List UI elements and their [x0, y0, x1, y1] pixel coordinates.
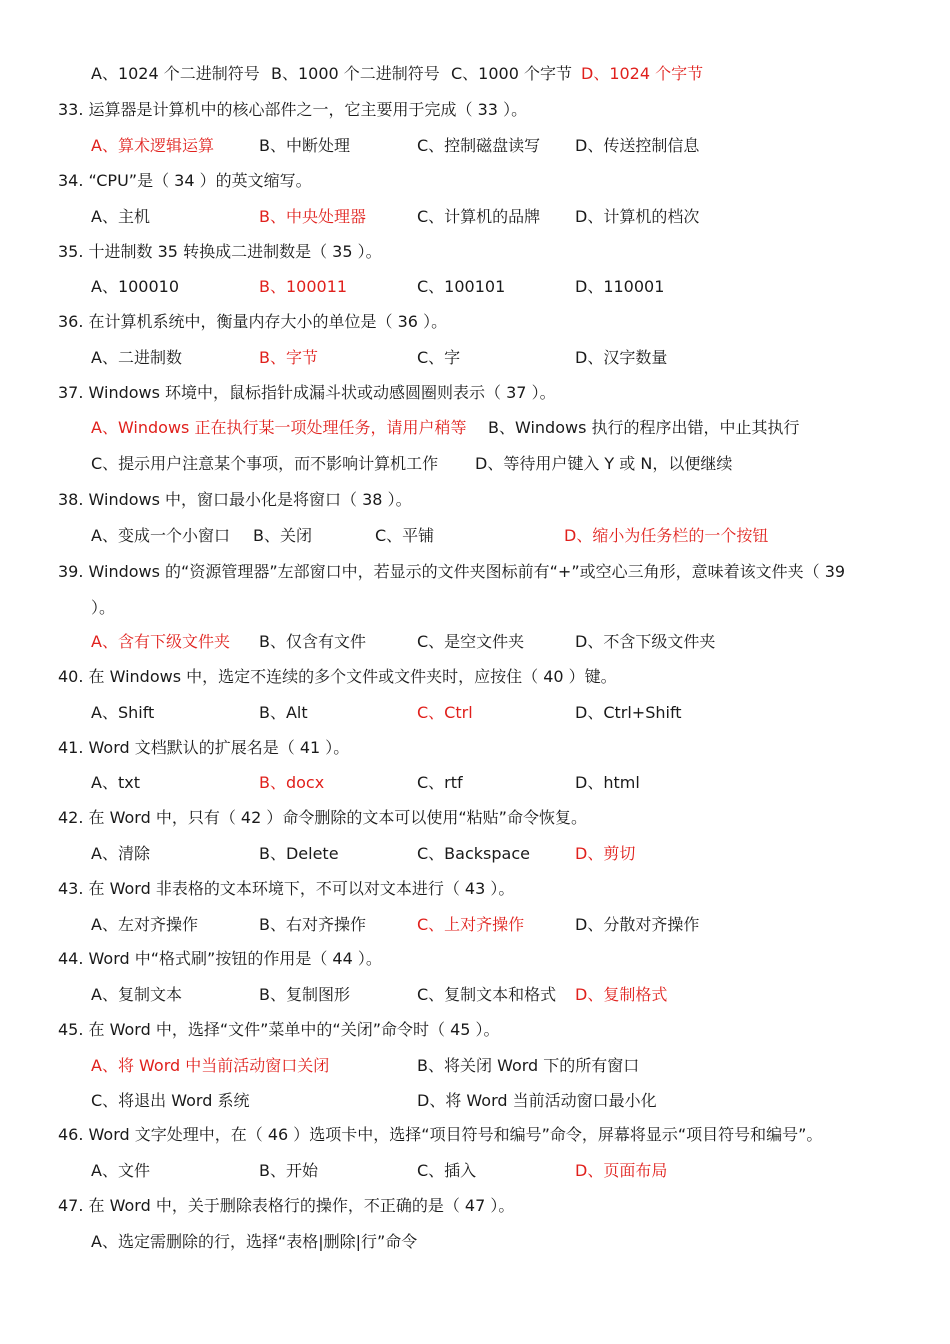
answer-option: D、html [575, 773, 640, 792]
answer-option-correct: B、中央处理器 [259, 207, 366, 226]
answer-option: A、复制文本 [91, 985, 182, 1004]
question-text: 36. 在计算机系统中，衡量内存大小的单位是（ 36 ）。 [58, 312, 448, 331]
answer-option: A、文件 [91, 1161, 150, 1180]
question-line [0, 664, 950, 690]
answer-option-correct: A、Windows 正在执行某一项处理任务，请用户稍等 [91, 418, 467, 437]
question-text: 37. Windows 环境中，鼠标指针成漏斗状或动感圆圈则表示（ 37 ）。 [58, 383, 556, 402]
question-text: 40. 在 Windows 中，选定不连续的多个文件或文件夹时，应按住（ 40 ）键。 [58, 667, 617, 686]
answer-option: C、计算机的品牌 [417, 207, 541, 226]
question-line [0, 735, 950, 761]
answer-option: B、Delete [259, 844, 339, 863]
answer-option: A、1024 个二进制符号 [91, 64, 260, 83]
options-line [0, 133, 950, 159]
options-line [0, 700, 950, 726]
options-line [0, 415, 950, 441]
answer-option: D、分散对齐操作 [575, 915, 700, 934]
question-text: 45. 在 Word 中，选择“文件”菜单中的“关闭”命令时（ 45 ）。 [58, 1020, 500, 1039]
question-line [0, 876, 950, 902]
options-line [0, 912, 950, 938]
answer-option: C、1000 个字节 [451, 64, 572, 83]
answer-option: D、110001 [575, 277, 665, 296]
answer-option-correct: A、含有下级文件夹 [91, 632, 230, 651]
answer-option: D、计算机的档次 [575, 207, 700, 226]
options-line [0, 1229, 950, 1255]
answer-option: A、Shift [91, 703, 155, 722]
answer-option: B、1000 个二进制符号 [271, 64, 440, 83]
question-text: 39. Windows 的“资源管理器”左部窗口中，若显示的文件夹图标前有“+”或空心三角形，意味着该文件夹（ 39 [58, 562, 846, 581]
answer-option-correct: A、将 Word 中当前活动窗口关闭 [91, 1056, 330, 1075]
answer-option: C、rtf [417, 773, 463, 792]
question-line [0, 309, 950, 335]
answer-option: C、平铺 [375, 526, 435, 545]
question-text: 44. Word 中“格式刷”按钮的作用是（ 44 ）。 [58, 949, 382, 968]
question-line [0, 1193, 950, 1219]
options-line [0, 629, 950, 655]
answer-option-correct: D、1024 个字节 [581, 64, 704, 83]
answer-option-correct: B、字节 [259, 348, 318, 367]
question-text: 38. Windows 中，窗口最小化是将窗口（ 38 ）。 [58, 490, 412, 509]
options-line [0, 841, 950, 867]
options-line [0, 451, 950, 477]
answer-option: C、是空文件夹 [417, 632, 525, 651]
question-text: 42. 在 Word 中，只有（ 42 ）命令删除的文本可以使用“粘贴”命令恢复。 [58, 808, 587, 827]
answer-option: A、变成一个小窗口 [91, 526, 230, 545]
question-line [0, 239, 950, 265]
answer-option: ）。 [91, 598, 116, 617]
answer-option: C、将退出 Word 系统 [91, 1091, 250, 1110]
answer-option: D、不含下级文件夹 [575, 632, 716, 651]
answer-option: B、右对齐操作 [259, 915, 366, 934]
question-line [0, 168, 950, 194]
answer-option: D、将 Word 当前活动窗口最小化 [417, 1091, 657, 1110]
answer-option-correct: D、缩小为任务栏的一个按钮 [564, 526, 769, 545]
question-text: 43. 在 Word 非表格的文本环境下，不可以对文本进行（ 43 ）。 [58, 879, 515, 898]
options-line [0, 770, 950, 796]
question-text: 46. Word 文字处理中，在（ 46 ）选项卡中，选择“项目符号和编号”命令，屏幕将显示“项目符号和编号”。 [58, 1125, 823, 1144]
answer-option: C、提示用户注意某个事项，而不影响计算机工作 [91, 454, 439, 473]
question-text: 41. Word 文档默认的扩展名是（ 41 ）。 [58, 738, 350, 757]
question-line [0, 1017, 950, 1043]
answer-option: C、100101 [417, 277, 506, 296]
answer-option: D、传送控制信息 [575, 136, 700, 155]
answer-option: B、Alt [259, 703, 308, 722]
question-line [0, 380, 950, 406]
answer-option: D、等待用户键入 Y 或 N，以便继续 [475, 454, 733, 473]
options-line [0, 1053, 950, 1079]
options-line [0, 595, 950, 621]
answer-option: B、开始 [259, 1161, 318, 1180]
answer-option: A、清除 [91, 844, 150, 863]
answer-option: B、Windows 执行的程序出错，中止其执行 [488, 418, 800, 437]
answer-option-correct: C、Ctrl [417, 703, 473, 722]
options-line [0, 1158, 950, 1184]
answer-option: B、中断处理 [259, 136, 350, 155]
question-text: 34. “CPU”是（ 34 ）的英文缩写。 [58, 171, 312, 190]
answer-option: A、二进制数 [91, 348, 182, 367]
answer-option: B、将关闭 Word 下的所有窗口 [417, 1056, 640, 1075]
answer-option: D、汉字数量 [575, 348, 668, 367]
answer-option: A、100010 [91, 277, 180, 296]
answer-option: B、复制图形 [259, 985, 350, 1004]
question-line [0, 559, 950, 585]
answer-option-correct: B、docx [259, 773, 325, 792]
options-line [0, 982, 950, 1008]
question-text: 47. 在 Word 中，关于删除表格行的操作，不正确的是（ 47 ）。 [58, 1196, 515, 1215]
answer-option: C、Backspace [417, 844, 530, 863]
answer-option-correct: D、页面布局 [575, 1161, 668, 1180]
answer-option: B、仅含有文件 [259, 632, 366, 651]
question-line [0, 946, 950, 972]
question-line [0, 805, 950, 831]
options-line [0, 61, 950, 87]
question-line [0, 97, 950, 123]
answer-option-correct: D、复制格式 [575, 985, 668, 1004]
options-line [0, 274, 950, 300]
question-text: 33. 运算器是计算机中的核心部件之一，它主要用于完成（ 33 ）。 [58, 100, 528, 119]
question-line [0, 487, 950, 513]
question-line [0, 1122, 950, 1148]
answer-option: B、关闭 [253, 526, 312, 545]
answer-option: C、控制磁盘读写 [417, 136, 541, 155]
answer-option: A、主机 [91, 207, 150, 226]
answer-option-correct: C、上对齐操作 [417, 915, 525, 934]
answer-option-correct: A、算术逻辑运算 [91, 136, 214, 155]
question-text: 35. 十进制数 35 转换成二进制数是（ 35 ）。 [58, 242, 382, 261]
answer-option-correct: D、剪切 [575, 844, 636, 863]
answer-option-correct: B、100011 [259, 277, 348, 296]
options-line [0, 204, 950, 230]
answer-option: C、插入 [417, 1161, 477, 1180]
answer-option: C、字 [417, 348, 461, 367]
options-line [0, 523, 950, 549]
answer-option: A、txt [91, 773, 140, 792]
answer-option: A、左对齐操作 [91, 915, 198, 934]
answer-option: A、选定需删除的行，选择“表格|删除|行”命令 [91, 1232, 418, 1251]
options-line [0, 345, 950, 371]
answer-option: C、复制文本和格式 [417, 985, 557, 1004]
answer-option: D、Ctrl+Shift [575, 703, 682, 722]
options-line [0, 1088, 950, 1114]
